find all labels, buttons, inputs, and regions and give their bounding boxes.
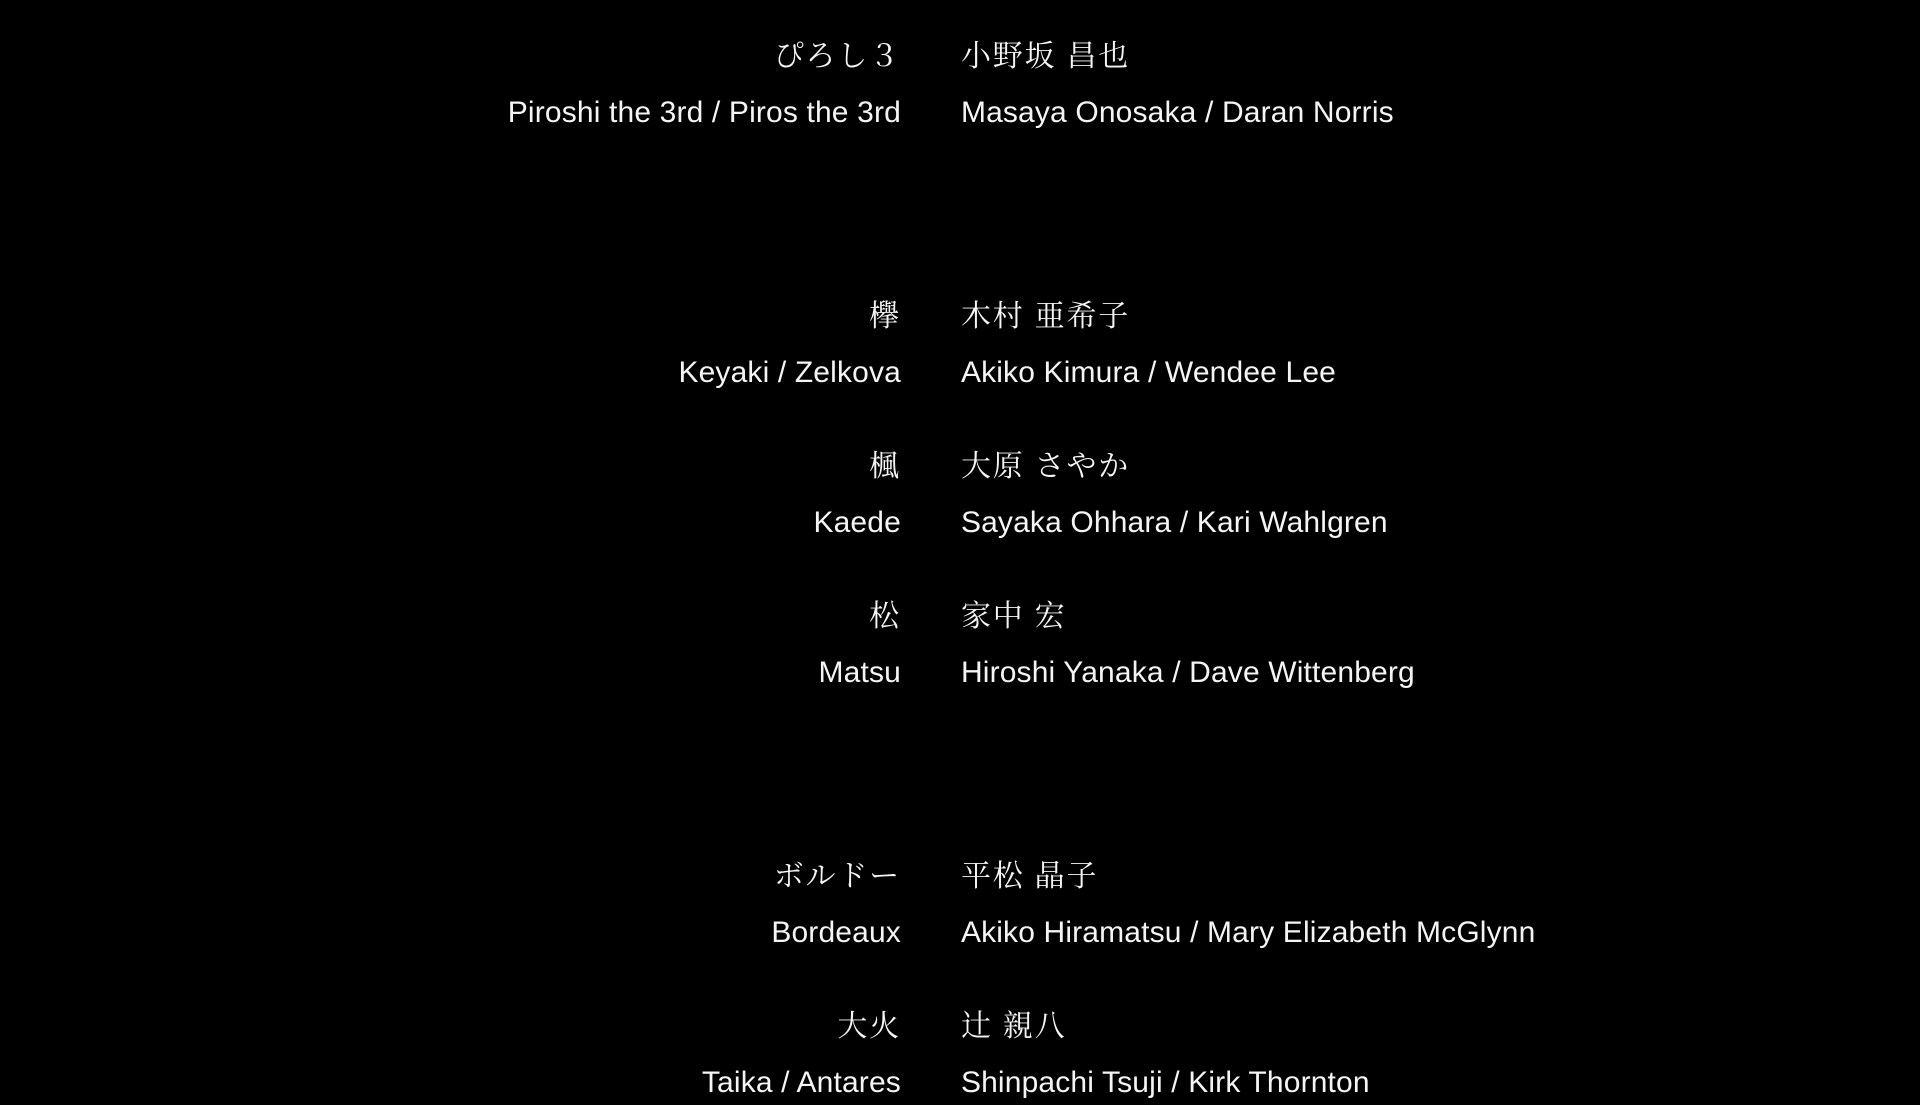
credit-entry: [0, 855, 1920, 955]
character-name-japanese: 楓: [869, 450, 901, 483]
credit-row-romanized: [0, 351, 1920, 395]
character-name-romanized: Kaede: [813, 506, 901, 539]
actor-name-romanized: Akiko Hiramatsu / Mary Elizabeth McGlynn: [960, 916, 1536, 949]
credit-row-japanese: [0, 595, 1920, 639]
actor-name-japanese: 平松 晶子: [960, 860, 1099, 893]
character-name-romanized: Piroshi the 3rd / Piros the 3rd: [507, 96, 901, 129]
credit-spacer: [0, 545, 1920, 595]
credit-entry: [0, 1005, 1920, 1105]
credit-spacer: [0, 395, 1920, 445]
actor-name-romanized: Akiko Kimura / Wendee Lee: [960, 356, 1336, 389]
credit-row-romanized: [0, 501, 1920, 545]
credit-row-japanese: [0, 1005, 1920, 1049]
credit-spacer: [0, 135, 1920, 295]
credit-spacer: [0, 695, 1920, 855]
actor-name-japanese: 家中 宏: [960, 600, 1067, 633]
credit-entry: [0, 595, 1920, 695]
actor-name-japanese: 木村 亜希子: [960, 300, 1131, 333]
credit-row-romanized: [0, 911, 1920, 955]
credit-entry: [0, 445, 1920, 545]
character-name-japanese: 松: [869, 600, 901, 633]
character-name-romanized: Matsu: [818, 656, 901, 689]
character-name-japanese: 欅: [869, 300, 901, 333]
credit-row-romanized: [0, 91, 1920, 135]
character-name-romanized: Bordeaux: [771, 916, 901, 949]
credit-row-japanese: [0, 295, 1920, 339]
credit-row-japanese: [0, 855, 1920, 899]
character-name-romanized: Keyaki / Zelkova: [678, 356, 901, 389]
character-name-japanese: ぴろし３: [773, 40, 901, 73]
actor-name-romanized: Hiroshi Yanaka / Dave Wittenberg: [960, 656, 1415, 689]
actor-name-japanese: 辻 親八: [960, 1010, 1067, 1043]
credit-entry: [0, 295, 1920, 395]
credit-row-romanized: [0, 651, 1920, 695]
character-name-japanese: ボルドー: [773, 860, 901, 893]
credit-row-japanese: [0, 445, 1920, 489]
credit-row-japanese: [0, 35, 1920, 79]
credits-roll: [0, 35, 1920, 1105]
actor-name-romanized: Masaya Onosaka / Daran Norris: [960, 96, 1394, 129]
actor-name-romanized: Sayaka Ohhara / Kari Wahlgren: [960, 506, 1388, 539]
actor-name-romanized: Shinpachi Tsuji / Kirk Thornton: [960, 1066, 1370, 1099]
character-name-japanese: 大火: [837, 1010, 901, 1043]
credit-entry: [0, 35, 1920, 135]
credit-row-romanized: [0, 1061, 1920, 1105]
credit-spacer: [0, 955, 1920, 1005]
character-name-romanized: Taika / Antares: [701, 1066, 901, 1099]
actor-name-japanese: 小野坂 昌也: [960, 40, 1131, 73]
actor-name-japanese: 大原 さやか: [960, 450, 1131, 483]
